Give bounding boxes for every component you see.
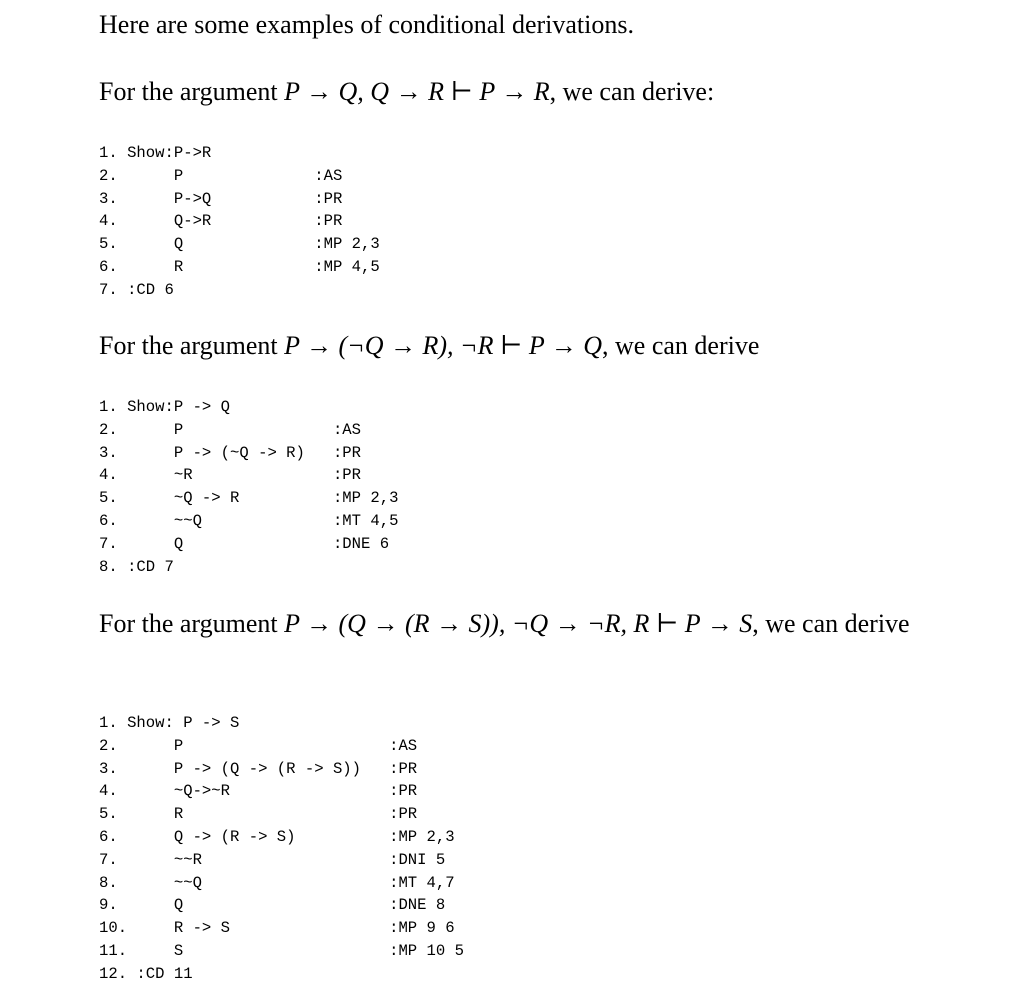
derivation-line: 5. R :PR [99,805,418,824]
example-1-derivation [99,142,380,302]
example-2-formula: P → (¬Q → R), ¬R ⊢ P → Q [284,331,603,360]
derivation-line: 4. ~R :PR [99,466,362,485]
derivation-line: 2. P :AS [99,420,362,439]
derivation-line: 4. ~Q->~R :PR [99,782,418,801]
derivation-line: 3. P -> (Q -> (R -> S)) :PR [99,759,418,778]
example-1-suffix: , we can derive: [549,77,715,106]
example-2-derivation [99,396,398,578]
example-3-formula: P → (Q → (R → S)), ¬Q → ¬R, R ⊢ P → S [284,609,753,638]
example-3-heading [99,605,929,643]
derivation-line: 12. :CD 11 [99,964,193,983]
derivation-line: 7. ~~R :DNI 5 [99,850,446,869]
derivation-line: 5. Q :MP 2,3 [99,235,380,254]
derivation-line: 8. :CD 7 [99,557,174,576]
example-1-heading [99,73,714,111]
derivation-line: 3. P->Q :PR [99,189,343,208]
derivation-line: 2. P :AS [99,166,343,185]
derivation-line: 7. :CD 6 [99,280,174,299]
derivation-line: 1. Show:P->R [99,144,212,162]
example-2-suffix: , we can derive [602,331,760,360]
derivation-line: 10. R -> S :MP 9 6 [99,919,455,938]
derivation-line: 6. R :MP 4,5 [99,257,380,276]
derivation-line: 9. Q :DNE 8 [99,896,446,915]
intro-text: Here are some examples of conditional derivations. [99,10,634,39]
example-1-formula: P → Q, Q → R ⊢ P → R [284,77,550,106]
derivation-line: 8. ~~Q :MT 4,7 [99,873,455,892]
derivation-line: 7. Q :DNE 6 [99,534,390,553]
example-2-prefix: For the argument [99,331,285,360]
example-3-derivation [99,712,464,986]
example-3-prefix: For the argument [99,609,285,638]
derivation-line: 11. S :MP 10 5 [99,941,464,960]
derivation-line: 4. Q->R :PR [99,212,343,231]
example-3-suffix: , we can derive [752,609,910,638]
derivation-line: 2. P :AS [99,736,418,755]
derivation-line: 6. ~~Q :MT 4,5 [99,511,399,530]
derivation-line: 5. ~Q -> R :MP 2,3 [99,489,399,508]
derivation-line: 6. Q -> (R -> S) :MP 2,3 [99,827,455,846]
example-2-heading [99,327,759,365]
example-1-prefix: For the argument [99,77,285,106]
derivation-line: 1. Show: P -> S [99,714,240,732]
derivation-line: 1. Show:P -> Q [99,398,231,416]
derivation-line: 3. P -> (~Q -> R) :PR [99,443,362,462]
